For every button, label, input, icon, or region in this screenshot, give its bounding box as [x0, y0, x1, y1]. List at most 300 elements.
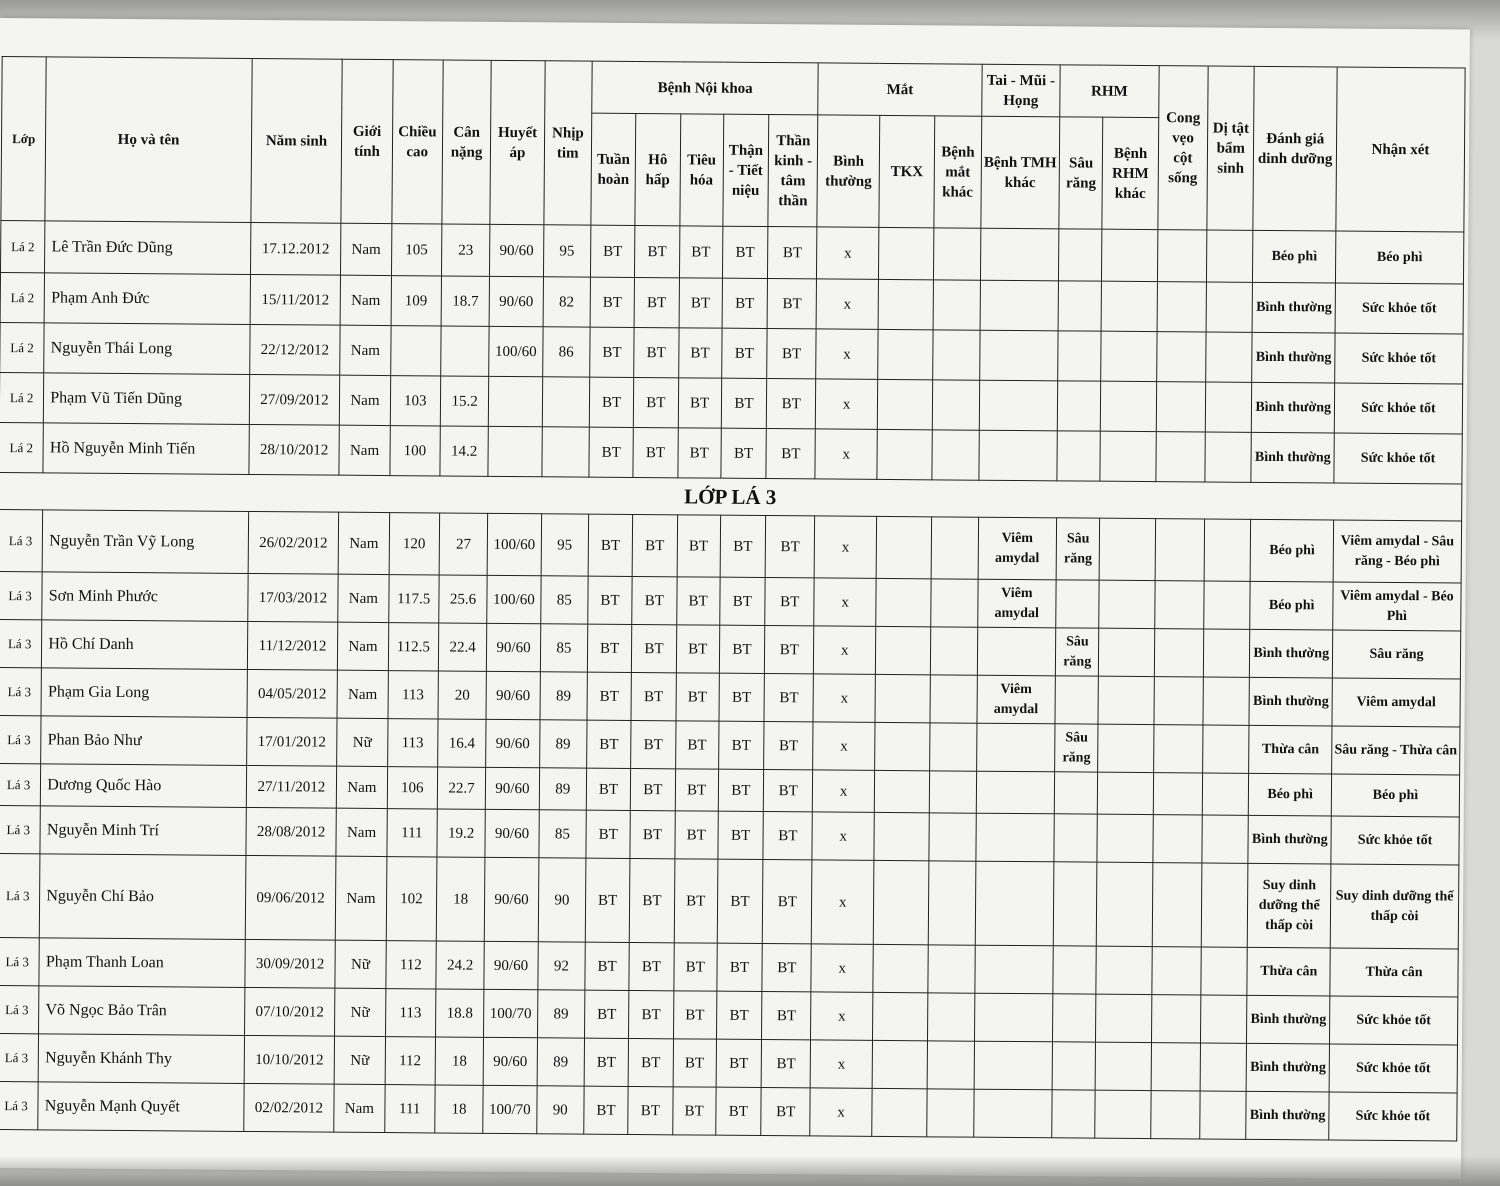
cong-veo-cell: [1151, 1091, 1201, 1139]
name-cell: Nguyễn Thái Long: [44, 323, 250, 375]
name-cell: Sơn Minh Phước: [42, 572, 248, 622]
ho-hap-cell: BT: [628, 1086, 673, 1134]
cong-veo-cell: [1152, 863, 1202, 947]
rhm-other-cell: [1098, 772, 1154, 814]
tmh-other-cell: [979, 380, 1058, 431]
comment-cell: Thừa cân: [1330, 948, 1458, 997]
dob-cell: 22/12/2012: [249, 324, 340, 375]
header-cong-veo: Cong vẹo cột sống: [1158, 66, 1209, 230]
comment-cell: Sức khỏe tốt: [1335, 333, 1463, 384]
eye-other-cell: [929, 861, 976, 945]
header-ho-hap: Hô hấp: [635, 113, 680, 225]
tieu-hoa-cell: BT: [672, 1087, 716, 1135]
cong-veo-cell: [1154, 677, 1204, 725]
dob-cell: 28/08/2012: [246, 807, 337, 856]
than-cell: BT: [722, 226, 768, 278]
comment-cell: Sức khỏe tốt: [1329, 996, 1457, 1045]
health-check-table: [0, 56, 1466, 1141]
weight-cell: 24.2: [436, 941, 485, 989]
eye-other-cell: [930, 771, 977, 813]
tieu-hoa-cell: BT: [673, 1039, 717, 1087]
tkx-cell: [876, 516, 932, 578]
header-nam-sinh: Năm sinh: [251, 58, 343, 223]
comment-cell: Sâu răng - Thừa cân: [1332, 726, 1460, 775]
sau-rang-cell: [1053, 946, 1097, 994]
cong-veo-cell: [1155, 581, 1205, 629]
ho-hap-cell: BT: [629, 942, 674, 990]
than-cell: BT: [716, 991, 762, 1039]
eye-normal-cell: x: [814, 626, 876, 674]
ho-hap-cell: BT: [632, 576, 677, 624]
header-binh-thuong: Bình thường: [817, 115, 879, 227]
eye-normal-cell: x: [811, 992, 873, 1040]
eye-normal-cell: x: [813, 770, 875, 812]
ho-hap-cell: BT: [632, 514, 677, 576]
than-cell: BT: [718, 721, 764, 769]
di-tat-cell: [1207, 230, 1254, 282]
sau-rang-cell: [1057, 381, 1101, 431]
header-sau-rang: Sâu răng: [1059, 117, 1103, 229]
di-tat-cell: [1206, 282, 1253, 332]
eye-other-cell: [934, 228, 981, 280]
tuan-hoan-cell: BT: [584, 990, 629, 1038]
tmh-other-cell: [974, 945, 1053, 994]
bp-cell: 100/60: [487, 513, 541, 575]
class-cell: Lá 3: [0, 715, 41, 763]
than-kinh-cell: BT: [765, 516, 815, 578]
table-header: [1, 57, 1465, 232]
tkx-cell: [875, 674, 931, 722]
comment-cell: Sức khỏe tốt: [1329, 1092, 1457, 1141]
height-cell: 106: [387, 767, 438, 809]
sex-cell: Nam: [340, 375, 391, 425]
tmh-other-cell: Viêm amydal: [978, 517, 1057, 580]
name-cell: Dương Quốc Hào: [41, 764, 247, 808]
hr-cell: 85: [539, 810, 587, 858]
sau-rang-cell: [1057, 431, 1101, 481]
di-tat-cell: [1200, 1091, 1247, 1139]
ho-hap-cell: BT: [630, 810, 675, 858]
sau-rang-cell: [1052, 1042, 1096, 1090]
rhm-other-cell: [1101, 331, 1157, 381]
than-kinh-cell: BT: [762, 944, 812, 992]
name-cell: Nguyễn Chí Bảo: [40, 854, 246, 940]
comment-cell: Suy dinh dưỡng thể thấp còi: [1330, 864, 1459, 949]
cong-veo-cell: [1154, 629, 1204, 677]
tieu-hoa-cell: BT: [674, 811, 718, 859]
nutrition-cell: Béo phì: [1253, 230, 1336, 283]
than-kinh-cell: BT: [762, 992, 812, 1040]
than-cell: BT: [718, 811, 764, 859]
eye-normal-cell: x: [812, 860, 874, 944]
name-cell: Hồ Nguyễn Minh Tiến: [43, 423, 249, 475]
di-tat-cell: [1203, 725, 1250, 773]
hr-cell: 86: [542, 327, 590, 377]
eye-other-cell: [933, 330, 980, 380]
eye-normal-cell: x: [815, 429, 877, 479]
cong-veo-cell: [1152, 947, 1202, 995]
than-kinh-cell: BT: [764, 722, 814, 770]
tmh-other-cell: Viêm amydal: [977, 675, 1056, 724]
weight-cell: 27: [439, 513, 488, 575]
di-tat-cell: [1205, 382, 1252, 432]
class-cell: Lá 2: [0, 373, 44, 423]
table-row: [0, 1081, 1457, 1140]
eye-other-cell: [927, 1089, 974, 1137]
sau-rang-cell: Sâu răng: [1055, 628, 1099, 676]
than-cell: BT: [721, 378, 767, 428]
table-row: [0, 853, 1459, 948]
header-than-tiet-nieu: Thận - Tiết niệu: [723, 114, 769, 226]
hr-cell: 89: [537, 990, 585, 1038]
tuan-hoan-cell: BT: [585, 858, 630, 942]
tkx-cell: [878, 279, 934, 329]
tkx-cell: [873, 944, 929, 992]
height-cell: 102: [386, 857, 437, 941]
eye-other-cell: [933, 380, 980, 430]
dob-cell: 17/03/2012: [247, 573, 338, 622]
height-cell: 111: [384, 1085, 435, 1133]
eye-normal-cell: x: [810, 1088, 872, 1136]
rhm-other-cell: [1095, 1090, 1151, 1138]
sex-cell: Nữ: [334, 1036, 385, 1084]
comment-cell: Sức khỏe tốt: [1329, 1044, 1457, 1093]
hr-cell: 90: [536, 1086, 584, 1134]
header-nhip-tim: Nhịp tim: [544, 61, 593, 225]
sex-cell: Nam: [334, 1084, 385, 1132]
tmh-other-cell: [976, 723, 1055, 772]
di-tat-cell: [1203, 629, 1250, 677]
name-cell: Nguyễn Trần Vỹ Long: [42, 510, 248, 574]
cong-veo-cell: [1153, 815, 1203, 863]
sex-cell: Nữ: [335, 940, 386, 988]
tkx-cell: [872, 1040, 928, 1088]
than-cell: BT: [719, 673, 765, 721]
sau-rang-cell: [1056, 580, 1100, 628]
class-cell: Lá 2: [0, 323, 44, 373]
header-lop: Lớp: [1, 57, 47, 221]
class-cell: Lá 3: [0, 1081, 38, 1129]
bp-cell: 90/60: [486, 719, 540, 767]
tkx-cell: [873, 860, 929, 944]
tmh-other-cell: [979, 330, 1058, 381]
bp-cell: 90/60: [486, 671, 540, 719]
header-huyet-ap: Huyết áp: [490, 60, 545, 224]
comment-cell: Viêm amydal - Sâu răng - Béo phì: [1333, 520, 1461, 583]
ho-hap-cell: BT: [629, 858, 674, 942]
rows-la3: [0, 510, 1462, 1141]
nutrition-cell: Thừa cân: [1247, 947, 1330, 996]
bp-cell: 90/60: [489, 276, 543, 326]
tieu-hoa-cell: BT: [678, 328, 722, 378]
dob-cell: 09/06/2012: [245, 855, 336, 940]
sex-cell: Nam: [337, 766, 388, 808]
tuan-hoan-cell: BT: [589, 427, 634, 477]
tieu-hoa-cell: BT: [676, 673, 720, 721]
than-cell: BT: [719, 625, 765, 673]
tkx-cell: [875, 626, 931, 674]
hr-cell: 85: [540, 624, 588, 672]
header-rhm: RHM: [1060, 65, 1159, 118]
sex-cell: Nam: [338, 512, 389, 574]
eye-normal-cell: x: [817, 227, 879, 279]
name-cell: Phan Bảo Như: [41, 716, 247, 766]
comment-cell: Sức khỏe tốt: [1334, 383, 1462, 434]
di-tat-cell: [1202, 815, 1249, 863]
tuan-hoan-cell: BT: [589, 377, 634, 427]
than-kinh-cell: BT: [768, 227, 818, 279]
sex-cell: Nam: [341, 223, 392, 275]
dob-cell: 17/01/2012: [246, 717, 337, 766]
bp-cell: [489, 376, 543, 426]
eye-normal-cell: x: [815, 516, 877, 578]
class-cell: Lá 3: [0, 572, 42, 620]
than-cell: BT: [716, 1039, 762, 1087]
tieu-hoa-cell: BT: [676, 577, 720, 625]
tkx-cell: [875, 722, 931, 770]
weight-cell: 18: [435, 1085, 484, 1133]
dob-cell: 10/10/2012: [244, 1035, 335, 1084]
tmh-other-cell: [977, 627, 1056, 676]
cong-veo-cell: [1157, 230, 1207, 282]
than-kinh-cell: BT: [767, 329, 817, 379]
eye-other-cell: [931, 579, 978, 627]
sex-cell: Nữ: [337, 718, 388, 766]
bp-cell: 100/60: [487, 575, 541, 623]
height-cell: 109: [391, 276, 442, 326]
header-chieu-cao: Chiều cao: [392, 60, 444, 224]
rhm-other-cell: [1097, 814, 1153, 862]
nutrition-cell: Thừa cân: [1249, 725, 1332, 774]
photo-shadow-bottom: [0, 1156, 1500, 1186]
nutrition-cell: Bình thường: [1249, 677, 1332, 726]
class-cell: Lá 2: [0, 273, 45, 323]
header-gioi-tinh: Giới tính: [341, 59, 393, 223]
name-cell: Nguyễn Khánh Thy: [38, 1034, 244, 1084]
dob-cell: 04/05/2012: [247, 669, 338, 718]
di-tat-cell: [1206, 332, 1253, 382]
eye-other-cell: [931, 627, 978, 675]
section-title: LỚP LÁ 3: [0, 473, 1462, 521]
nutrition-cell: Suy dinh dưỡng thể thấp còi: [1248, 863, 1331, 948]
tuan-hoan-cell: BT: [585, 942, 630, 990]
class-cell: Lá 2: [1, 221, 46, 273]
than-cell: BT: [721, 428, 767, 478]
ho-hap-cell: BT: [634, 327, 679, 377]
tuan-hoan-cell: BT: [587, 720, 632, 768]
rows-la2: [0, 221, 1464, 484]
name-cell: Võ Ngọc Bảo Trân: [39, 986, 245, 1036]
cong-veo-cell: [1156, 332, 1206, 382]
header-tkx: TKX: [879, 115, 935, 227]
cong-veo-cell: [1153, 773, 1203, 815]
than-kinh-cell: BT: [764, 674, 814, 722]
bp-cell: [488, 426, 542, 476]
height-cell: 105: [391, 224, 442, 276]
dob-cell: 27/09/2012: [249, 374, 340, 425]
tmh-other-cell: [976, 813, 1055, 862]
tieu-hoa-cell: BT: [675, 769, 719, 811]
bp-cell: 90/60: [484, 941, 538, 989]
height-cell: 112: [386, 941, 437, 989]
table-row: [0, 510, 1462, 583]
sau-rang-cell: [1053, 862, 1097, 946]
nutrition-cell: Béo phì: [1251, 519, 1334, 582]
tmh-other-cell: [974, 993, 1053, 1042]
rhm-other-cell: [1102, 229, 1158, 281]
tkx-cell: [874, 770, 930, 812]
weight-cell: 22.7: [437, 767, 486, 809]
comment-cell: Béo phì: [1331, 774, 1459, 817]
sau-rang-cell: Sâu răng: [1055, 724, 1099, 772]
sau-rang-cell: [1054, 772, 1098, 814]
dob-cell: 07/10/2012: [244, 987, 335, 1036]
header-benh-tmh-khac: Bệnh TMH khác: [980, 116, 1059, 229]
height-cell: [390, 326, 441, 376]
di-tat-cell: [1205, 432, 1252, 482]
eye-normal-cell: x: [811, 1040, 873, 1088]
name-cell: Phạm Anh Đức: [44, 273, 250, 325]
header-than-kinh: Thần kinh - tâm thần: [768, 115, 818, 227]
eye-normal-cell: x: [811, 944, 873, 992]
nutrition-cell: Bình thường: [1251, 432, 1334, 483]
sex-cell: Nữ: [335, 988, 386, 1036]
comment-cell: Béo phì: [1335, 231, 1463, 284]
hr-cell: 89: [539, 720, 587, 768]
header-benh-noi-khoa: Bệnh Nội khoa: [592, 61, 819, 115]
tieu-hoa-cell: BT: [677, 515, 721, 577]
eye-other-cell: [932, 430, 979, 480]
tkx-cell: [877, 429, 933, 479]
dob-cell: 15/11/2012: [250, 274, 341, 325]
sau-rang-cell: [1054, 814, 1098, 862]
bp-cell: 90/60: [486, 767, 540, 809]
comment-cell: Viêm amydal: [1332, 678, 1460, 727]
tkx-cell: [874, 812, 930, 860]
header-nhan-xet: Nhận xét: [1336, 67, 1465, 232]
sex-cell: Nam: [340, 325, 391, 375]
weight-cell: 18.7: [441, 276, 490, 326]
ho-hap-cell: BT: [628, 1038, 673, 1086]
tkx-cell: [878, 329, 934, 379]
name-cell: Phạm Vũ Tiến Dũng: [44, 373, 250, 425]
sex-cell: Nam: [337, 670, 388, 718]
eye-other-cell: [930, 723, 977, 771]
class-cell: Lá 2: [0, 423, 44, 473]
dob-cell: 11/12/2012: [247, 621, 338, 670]
hr-cell: 95: [541, 514, 589, 576]
sex-cell: Nam: [338, 622, 389, 670]
eye-normal-cell: x: [813, 722, 875, 770]
class-cell: Lá 3: [0, 937, 40, 985]
class-cell: Lá 3: [0, 805, 41, 853]
bp-cell: 100/70: [483, 1085, 537, 1133]
header-danh-gia: Đánh giá dinh dưỡng: [1253, 66, 1337, 231]
rhm-other-cell: [1097, 862, 1153, 946]
than-kinh-cell: BT: [767, 279, 817, 329]
hr-cell: 85: [540, 576, 588, 624]
tuan-hoan-cell: BT: [590, 277, 635, 327]
weight-cell: 19.2: [437, 809, 486, 857]
tieu-hoa-cell: BT: [679, 226, 723, 278]
nutrition-cell: Bình thường: [1247, 1043, 1330, 1092]
than-kinh-cell: BT: [761, 1088, 811, 1136]
than-kinh-cell: BT: [764, 626, 814, 674]
hr-cell: [542, 427, 590, 477]
hr-cell: 95: [543, 225, 591, 277]
bp-cell: 90/60: [483, 1037, 537, 1085]
class-cell: Lá 3: [0, 620, 42, 668]
sex-cell: Nam: [340, 275, 391, 325]
weight-cell: 22.4: [438, 623, 487, 671]
tmh-other-cell: [980, 228, 1059, 281]
tmh-other-cell: [975, 861, 1054, 946]
sex-cell: Nam: [336, 808, 387, 856]
cong-veo-cell: [1151, 995, 1201, 1043]
name-cell: Phạm Thanh Loan: [39, 938, 245, 988]
cong-veo-cell: [1157, 282, 1207, 332]
header-tieu-hoa: Tiêu hóa: [679, 114, 723, 226]
nutrition-cell: Bình thường: [1252, 332, 1335, 383]
dob-cell: 30/09/2012: [245, 939, 336, 988]
than-kinh-cell: BT: [765, 578, 815, 626]
hr-cell: 89: [539, 768, 587, 810]
weight-cell: 18: [436, 857, 485, 941]
tuan-hoan-cell: BT: [588, 514, 633, 576]
than-cell: BT: [722, 328, 768, 378]
than-kinh-cell: BT: [761, 1040, 811, 1088]
tmh-other-cell: [980, 280, 1059, 331]
eye-other-cell: [928, 945, 975, 993]
sau-rang-cell: Sâu răng: [1056, 518, 1100, 580]
weight-cell: 18.8: [435, 989, 484, 1037]
di-tat-cell: [1203, 677, 1250, 725]
sex-cell: Nam: [338, 574, 389, 622]
eye-normal-cell: x: [813, 674, 875, 722]
tieu-hoa-cell: BT: [677, 428, 721, 478]
rhm-other-cell: [1098, 676, 1154, 724]
tieu-hoa-cell: BT: [678, 378, 722, 428]
tkx-cell: [872, 1088, 928, 1136]
tuan-hoan-cell: BT: [587, 624, 632, 672]
class-cell: Lá 3: [0, 853, 40, 937]
tuan-hoan-cell: BT: [590, 225, 635, 277]
eye-other-cell: [933, 280, 980, 330]
name-cell: Nguyễn Minh Trí: [40, 806, 246, 856]
tuan-hoan-cell: BT: [588, 576, 633, 624]
hr-cell: 89: [540, 672, 588, 720]
class-cell: Lá 3: [0, 985, 39, 1033]
nutrition-cell: Bình thường: [1250, 629, 1333, 678]
tuan-hoan-cell: BT: [590, 327, 635, 377]
header-benh-mat-khac: Bệnh mắt khác: [934, 116, 981, 228]
than-kinh-cell: BT: [762, 860, 812, 944]
rhm-other-cell: [1100, 431, 1156, 481]
sex-cell: Nam: [339, 425, 390, 475]
tuan-hoan-cell: BT: [587, 672, 632, 720]
comment-cell: Sức khỏe tốt: [1331, 816, 1459, 865]
than-cell: BT: [717, 943, 763, 991]
height-cell: 117.5: [388, 575, 439, 623]
ho-hap-cell: BT: [634, 277, 679, 327]
sau-rang-cell: [1055, 676, 1099, 724]
sau-rang-cell: [1059, 229, 1103, 281]
rhm-other-cell: [1099, 580, 1155, 628]
weight-cell: 16.4: [438, 719, 487, 767]
tkx-cell: [872, 992, 928, 1040]
rhm-other-cell: [1099, 628, 1155, 676]
di-tat-cell: [1204, 581, 1251, 629]
